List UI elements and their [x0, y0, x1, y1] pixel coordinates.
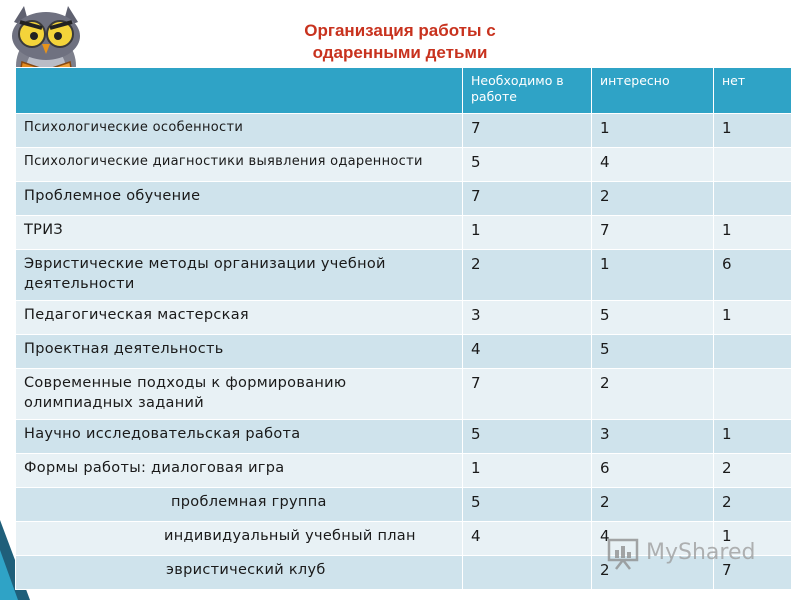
table-row [16, 369, 792, 420]
cell-need: 3 [463, 301, 592, 335]
table-row [16, 301, 792, 335]
header-need: Необходимо в работе [463, 68, 592, 114]
table-row [16, 454, 792, 488]
cell-no: 7 [714, 556, 792, 590]
cell-no [714, 148, 792, 182]
cell-no [714, 182, 792, 216]
cell-interest: 4 [592, 522, 714, 556]
cell-interest: 4 [592, 148, 714, 182]
row-label: Проектная деятельность [16, 335, 463, 369]
header-no: нет [714, 68, 792, 114]
cell-interest: 5 [592, 335, 714, 369]
row-label: Педагогическая мастерская [16, 301, 463, 335]
table-row [16, 148, 792, 182]
title-line-1: Организация работы с [304, 21, 496, 40]
table-row [16, 335, 792, 369]
cell-no [714, 335, 792, 369]
row-label: ТРИЗ [16, 216, 463, 250]
cell-no: 2 [714, 454, 792, 488]
cell-interest: 1 [592, 114, 714, 148]
row-label: эвристический клуб [16, 556, 463, 590]
cell-need: 1 [463, 454, 592, 488]
cell-no: 6 [714, 250, 792, 301]
row-label: Психологические диагностики выявления одаренности [16, 148, 463, 182]
page-title [270, 20, 530, 64]
table-row [16, 420, 792, 454]
watermark [606, 536, 766, 572]
survey-table [15, 67, 792, 590]
row-label: Эвристические методы организации учебной деятельности [16, 250, 463, 301]
cell-need: 7 [463, 182, 592, 216]
row-label: Психологические особенности [16, 114, 463, 148]
cell-need: 1 [463, 216, 592, 250]
cell-interest: 2 [592, 369, 714, 420]
cell-need: 7 [463, 369, 592, 420]
cell-need: 5 [463, 420, 592, 454]
cell-need: 2 [463, 250, 592, 301]
watermark-text: MyShared [646, 540, 756, 565]
cell-need: 7 [463, 114, 592, 148]
presentation-chart-icon [606, 536, 640, 570]
table-row [16, 488, 792, 522]
header-interest: интересно [592, 68, 714, 114]
cell-interest: 3 [592, 420, 714, 454]
cell-no: 1 [714, 522, 792, 556]
cell-interest: 2 [592, 556, 714, 590]
cell-need: 5 [463, 148, 592, 182]
header-topic [16, 68, 463, 114]
table-row [16, 250, 792, 301]
row-label: проблемная группа [16, 488, 463, 522]
cell-interest: 7 [592, 216, 714, 250]
cell-no: 1 [714, 420, 792, 454]
row-label: Научно исследовательская работа [16, 420, 463, 454]
table-row [16, 182, 792, 216]
row-label: Проблемное обучение [16, 182, 463, 216]
cell-interest: 5 [592, 301, 714, 335]
cell-no: 1 [714, 216, 792, 250]
cell-interest: 6 [592, 454, 714, 488]
cell-need: 5 [463, 488, 592, 522]
title-line-2: одаренными детьми [312, 43, 488, 62]
cell-need [463, 556, 592, 590]
cell-no: 1 [714, 114, 792, 148]
cell-need: 4 [463, 522, 592, 556]
cell-need: 4 [463, 335, 592, 369]
cell-no [714, 369, 792, 420]
row-label: индивидуальный учебный план [16, 522, 463, 556]
cell-interest: 1 [592, 250, 714, 301]
cell-interest: 2 [592, 488, 714, 522]
table-row [16, 216, 792, 250]
cell-interest: 2 [592, 182, 714, 216]
table-row [16, 114, 792, 148]
row-label: Современные подходы к формированию олимпиадных заданий [16, 369, 463, 420]
cell-no: 1 [714, 301, 792, 335]
table-header-row [16, 68, 792, 114]
cell-no: 2 [714, 488, 792, 522]
row-label: Формы работы: диалоговая игра [16, 454, 463, 488]
